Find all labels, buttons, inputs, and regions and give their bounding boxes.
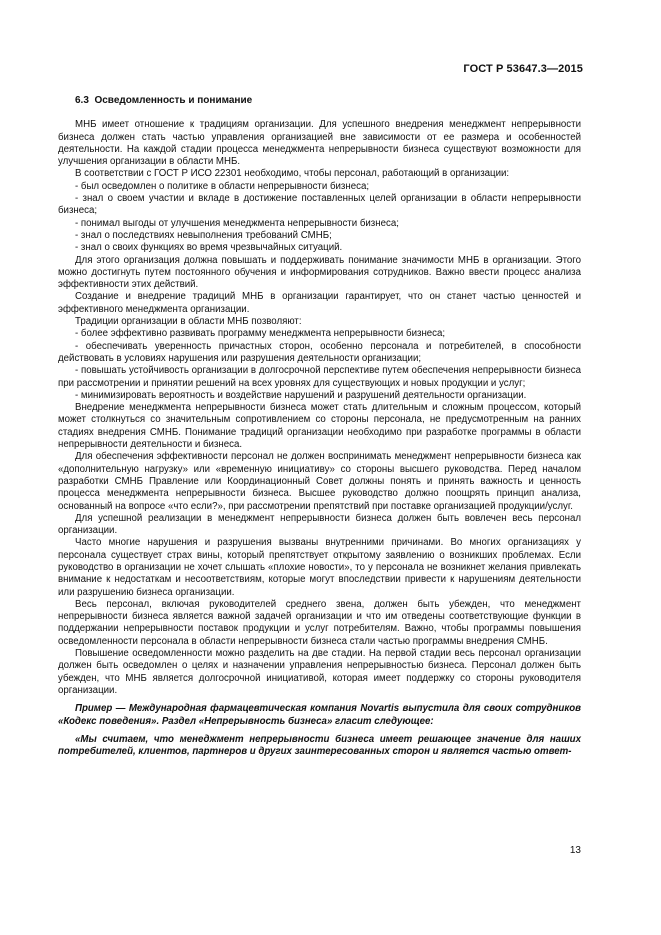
example-quote: «Мы считаем, что менеджмент непрерывности бизнеса имеет решающее значение для наших потребителей, клиентов, партнеров и других заинтересованных сторон и является частью ответ- <box>58 733 581 758</box>
list-item: - более эффективно развивать программу менеджмента непрерывности бизнеса; <box>75 328 446 340</box>
paragraph: Традиции организации в области МНБ позволяют: <box>75 316 302 328</box>
paragraph: Весь персонал, включая руководителей среднего звена, должен быть убежден, что менеджмент непрерывности бизнеса является важной задачей организации и что им отведены соответствующие функции в поддержании непрерывности поставок продукции и услуг потребителям. Важно, чтобы программы повышения осведомленности персонала в области непрерывности бизнеса стали частью программы внедрения СМНБ. <box>58 598 581 647</box>
example-label: Пример <box>75 703 113 715</box>
paragraph: Повышение осведомленности можно разделить на две стадии. На первой стадии весь персонал организации должен быть осведомлен о целях и назначении управления непрерывностью бизнеса. Персонал должен быть убежден, что МНБ является долгосрочной инициативой, которая имеет поддержку со стороны руководителя организации. <box>58 648 581 696</box>
list-item: - был осведомлен о политике в области непрерывности бизнеса; <box>75 180 370 192</box>
paragraph: Для успешной реализации в менеджмент непрерывности бизнеса должен быть вовлечен весь персонал организации. <box>58 512 581 537</box>
document-body <box>58 95 581 758</box>
paragraph: МНБ имеет отношение к традициям организации. Для успешного внедрения менеджмент непрерывности бизнеса должен стать частью управления организацией вне зависимости от ее размера и особенностей деятельности. На каждой стадии процесса менеджмента непрерывности бизнеса существуют возможности для улучшения организации в области МНБ. <box>58 119 581 168</box>
section-title: Осведомленность и понимание <box>94 95 253 106</box>
list-item: - знал о последствиях невыполнения требований СМНБ; <box>75 229 332 241</box>
list-item: - повышать устойчивость организации в долгосрочной перспективе путем обеспечения непрерывности бизнеса при рассмотрении и принятии решений на всех уровнях для существующих и новых продукции и услуг; <box>58 365 581 389</box>
paragraph: Внедрение менеджмента непрерывности бизнеса может стать длительным и сложным процессом, который может столкнуться со значительным сопротивлением со стороны персонала, не предусмотренным на ранних стадиях внедрения СМНБ. Понимание традиций организации необходимо при разработке программы в области непрерывности деятельности и бизнеса. <box>58 402 581 451</box>
list-item: - обеспечивать уверенность причастных сторон, особенно персонала и потребителей, в способности действовать в условиях нарушения или разрушения деятельности организации; <box>58 340 581 364</box>
list-item: - знал о своих функциях во время чрезвычайных ситуаций. <box>75 242 343 254</box>
paragraph: Часто многие нарушения и разрушения вызваны внутренними причинами. Во многих организациях у персонала существует страх вины, который препятствует открытому заявлению о возникших проблемах. Если руководство в организации не хочет слышать «плохие новости», то у персонала не возникнет желания привлекать внимание к недостаткам и несоответствиям, которые могут впоследствии привести к нарушениям деятельности или разрушению бизнеса организации. <box>58 537 581 598</box>
page-number: 13 <box>569 845 581 856</box>
paragraph: Создание и внедрение традиций МНБ в организации гарантирует, что он станет частью ценностей и эффективного менеджмента организации. <box>58 291 581 315</box>
paragraph: В соответствии с ГОСТ Р ИСО 22301 необходимо, чтобы персонал, работающий в организации: <box>75 168 510 180</box>
list-item: - знал о своем участии и вкладе в достижение поставленных целей организации в области непрерывности бизнеса; <box>58 193 581 217</box>
document-header: ГОСТ Р 53647.3—2015 <box>463 63 583 75</box>
list-item: - понимал выгоды от улучшения менеджмента непрерывности бизнеса; <box>75 217 399 229</box>
list-item: - минимизировать вероятность и воздействие нарушений и разрушений деятельности организации. <box>75 389 527 401</box>
example-text: — Международная фармацевтическая компания Novartis выпустила для своих сотрудников «Кодекс поведения». Раздел «Непрерывность бизнеса» гласит следующее: <box>58 703 581 727</box>
section-number: 6.3 <box>75 95 89 106</box>
paragraph: Для обеспечения эффективности персонал не должен воспринимать менеджмент непрерывности бизнеса как «дополнительную нагрузку» или «временную инициативу» со стороны высшего руководства. Перед началом разработки СМНБ Правление или Координационный Совет должны понять и принять важность и ценность процесса менеджмента непрерывности бизнеса. Высшее руководство должно поощрять принцип анализа, основанный на вопросе «что если?», при рассмотрении препятствий при поставке организацией продукции/услуг. <box>58 451 581 512</box>
section-heading <box>58 95 581 107</box>
paragraph: Для этого организация должна повышать и поддерживать понимание значимости МНБ в организации. Этого можно достигнуть путем постоянного обучения и информирования сотрудников. Важно ввести процесс анализа эффективности этих действий. <box>58 254 581 291</box>
example-paragraph <box>58 703 581 728</box>
